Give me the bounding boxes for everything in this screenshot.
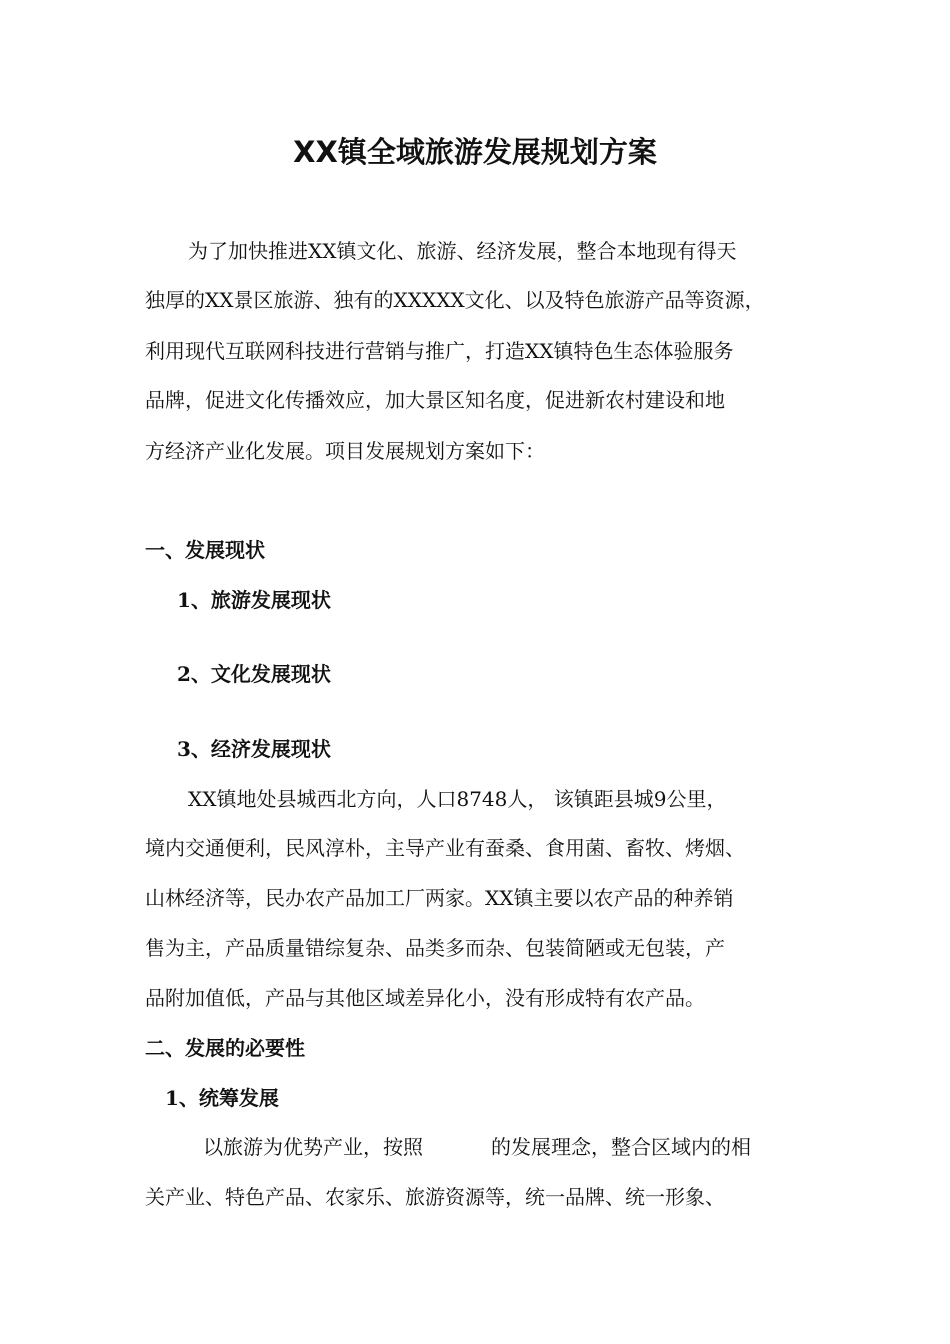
subsection-heading: 1、统筹发展	[165, 1086, 279, 1110]
body-line: 品附加值低，产品与其他区域差异化小，没有形成特有农产品。	[145, 986, 705, 1010]
intro-line: 为了加快推进XX镇文化、旅游、经济发展，整合本地现有得天	[188, 239, 737, 263]
body-text-part: 的发展理念，整合区域内的相	[491, 1135, 751, 1159]
subsection-heading: 1、旅游发展现状	[177, 588, 331, 612]
intro-line: 利用现代互联网科技进行营销与推广，打造XX镇特色生态体验服务	[145, 339, 734, 363]
subsection-heading: 2、文化发展现状	[177, 662, 331, 686]
intro-line: 品牌，促进文化传播效应，加大景区知名度，促进新农村建设和地	[145, 388, 725, 412]
body-line: 关产业、特色产品、农家乐、旅游资源等，统一品牌、统一形象、	[145, 1185, 725, 1209]
intro-line: 方经济产业化发展。项目发展规划方案如下：	[145, 439, 545, 463]
body-line	[203, 1132, 883, 1162]
body-line: XX镇地处县城西北方向，人口8748人， 该镇距县城9公里，	[188, 787, 727, 811]
body-text-part: 以旅游为优势产业，按照	[203, 1135, 423, 1159]
subsection-heading: 3、经济发展现状	[177, 737, 331, 761]
body-line: 境内交通便利，民风淳朴，主导产业有蚕桑、食用菌、畜牧、烤烟、	[145, 836, 745, 860]
body-line: 售为主，产品质量错综复杂、品类多而杂、包装简陋或无包装，产	[145, 936, 725, 960]
body-line: 山林经济等，民办农产品加工厂两家。XX镇主要以农产品的种养销	[145, 886, 734, 910]
section-heading: 一、发展现状	[145, 538, 265, 562]
intro-line: 独厚的XX景区旅游、独有的XXXXX文化、以及特色旅游产品等资源，	[145, 288, 765, 312]
document-title: XX镇全域旅游发展规划方案	[293, 135, 657, 169]
section-heading: 二、发展的必要性	[145, 1036, 305, 1060]
